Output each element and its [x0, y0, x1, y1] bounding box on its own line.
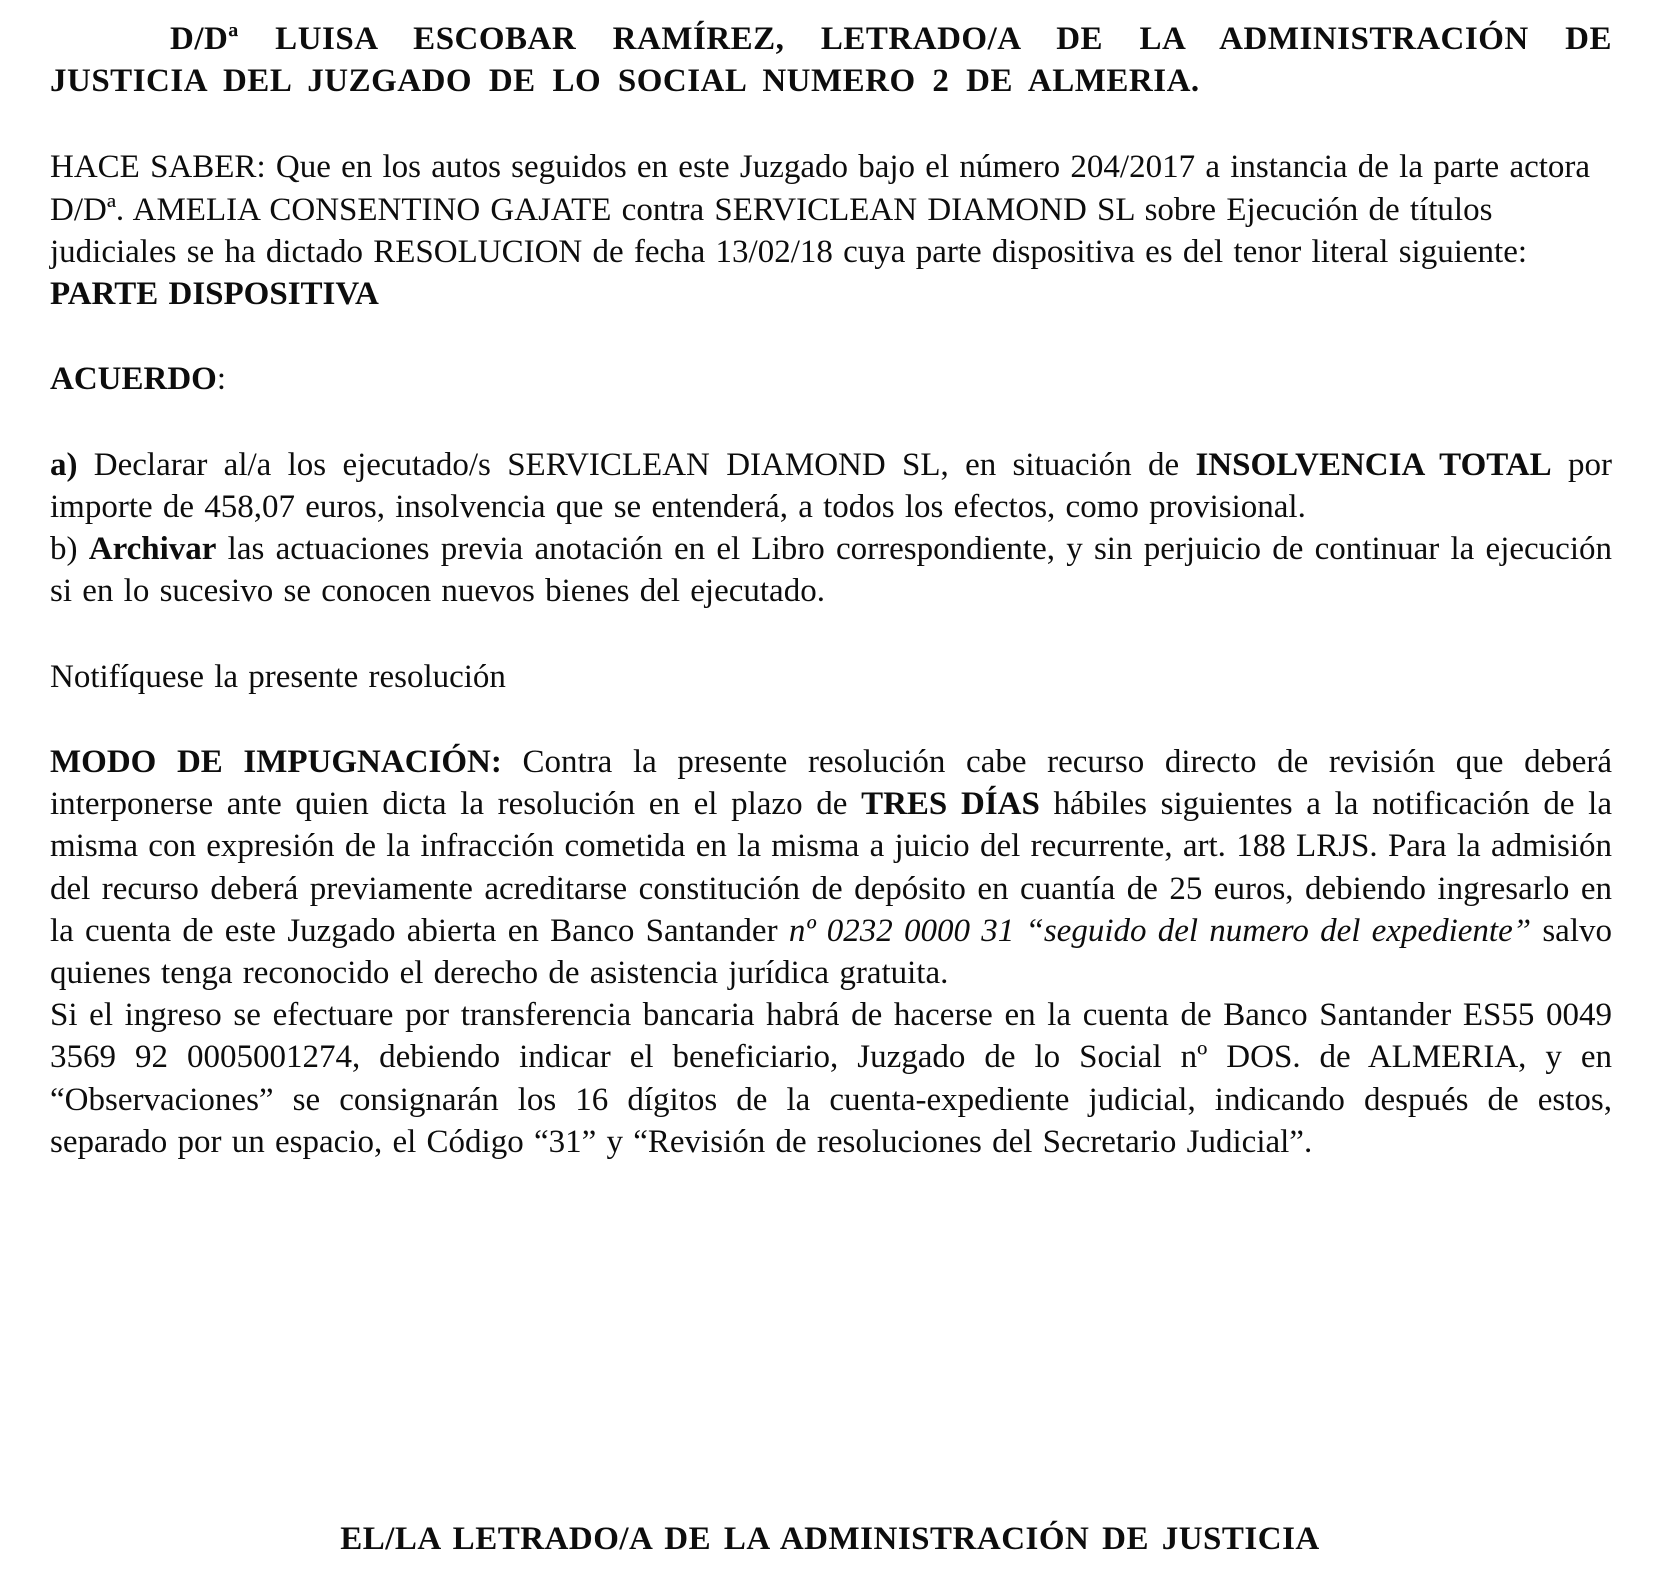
item-a-text-2: por importe de 458,07 euros, insolvencia que se entenderá, a todos los efectos, como provisional.: [50, 446, 1612, 525]
paragraph-notifiquese: Notifíquese la presente resolución: [50, 658, 506, 695]
acuerdo-colon: :: [216, 361, 227, 398]
document-header: D/Dª LUISA ESCOBAR RAMÍREZ, LETRADO/A DE LA ADMINISTRACIÓN DE JUSTICIA DEL JUZGADO DE LO SOCIAL NUMERO 2 DE ALMERIA.: [50, 21, 1612, 100]
modo-label: MODO DE IMPUGNACIÓN:: [50, 743, 502, 780]
item-b-archivar: Archivar: [88, 531, 217, 568]
item-a-insolvencia-total: INSOLVENCIA TOTAL: [1195, 446, 1552, 483]
document-footer-signature: EL/LA LETRADO/A DE LA ADMINISTRACIÓN DE JUSTICIA: [340, 1520, 1320, 1557]
paragraph-hace-saber: HACE SABER: Que en los autos seguidos en este Juzgado bajo el número 204/2017 a instancia de la parte actora D/Dª. AMELIA CONSENTINO GAJATE contra SERVICLEAN DIAMOND SL sobre Ejecución de títulos judiciales se ha dictado RESOLUCION de fecha 13/02/18 cuya parte dispositiva es del tenor literal siguiente:: [50, 149, 1591, 270]
modo-text-3: salvo quienes tenga reconocido el derecho de asistencia jurídica gratuita.: [50, 912, 1612, 991]
paragraph-item-a: [50, 444, 1612, 528]
item-b-text: las actuaciones previa anotación en el Libro correspondiente, y sin perjuicio de continuar la ejecución si en lo sucesivo se conocen nuevos bienes del ejecutado.: [50, 531, 1612, 610]
modo-text-2: hábiles siguientes a la notificación de la misma con expresión de la infracción cometida en la misma a juicio del recurrente, art. 188 LRJS. Para la admisión del recurso deberá previamente acreditarse constitución de depósito en cuantía de 25 euros, debiendo ingresarlo en la cuenta de este Juzgado abierta en Banco Santander: [50, 786, 1612, 949]
item-a-text-1: Declarar al/a los ejecutado/s SERVICLEAN DIAMOND SL, en situación de: [77, 446, 1196, 483]
item-a-label: a): [50, 446, 78, 483]
modo-cuenta-italic: nº 0232 0000 31 “seguido del numero del expediente”: [788, 912, 1532, 949]
paragraph-item-b: [50, 528, 1612, 612]
paragraph-transferencia: Si el ingreso se efectuare por transferencia bancaria habrá de hacerse en la cuenta de Banco Santander ES55 0049 3569 92 0005001274, debiendo indicar el beneficiario, Juzgado de lo Social nº DOS. de ALMERIA, y en “Observaciones” se consignarán los 16 dígitos de la cuenta-expediente judicial, indicando después de estos, separado por un espacio, el Código “31” y “Revisión de resoluciones del Secretario Judicial”.: [50, 997, 1612, 1160]
acuerdo-label: ACUERDO: [50, 361, 217, 398]
item-b-prefix: b): [50, 531, 89, 568]
modo-tres-dias: TRES DÍAS: [861, 786, 1040, 823]
modo-text-1: Contra la presente resolución cabe recurso directo de revisión que deberá interponerse ante quien dicta la resolución en el plazo de: [50, 743, 1613, 823]
paragraph-modo-impugnacion: [50, 741, 1612, 994]
heading-parte-dispositiva: PARTE DISPOSITIVA: [50, 276, 379, 313]
heading-acuerdo: [50, 358, 1612, 400]
